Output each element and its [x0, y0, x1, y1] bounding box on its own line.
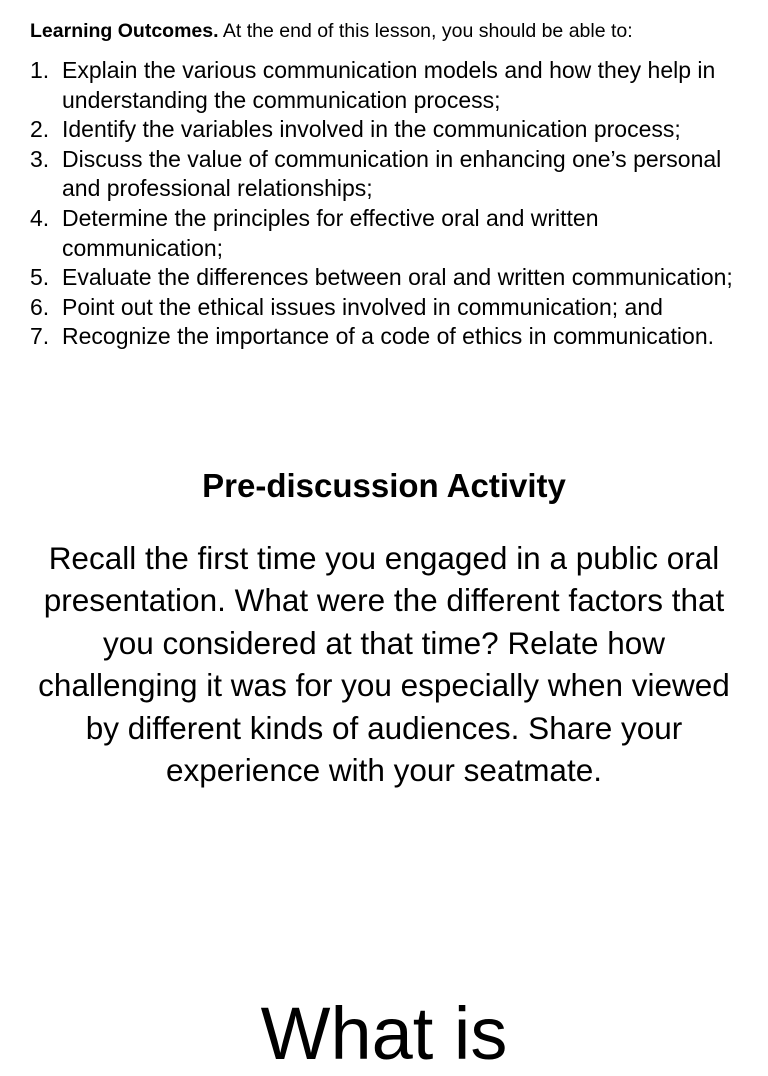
list-item-number: 4.: [30, 204, 50, 231]
list-item-text: Evaluate the differences between oral and written communication;: [62, 264, 733, 291]
list-item: [30, 56, 745, 115]
list-item-text: Explain the various communication models and how they help in understanding the communication process;: [62, 57, 716, 113]
list-item: [30, 115, 745, 145]
list-item: [30, 145, 745, 204]
list-item-text: Point out the ethical issues involved in communication; and: [62, 293, 663, 320]
learning-outcomes-intro: [30, 18, 750, 44]
activity-body: Recall the first time you engaged in a public oral presentation. What were the different factors that you considered at that time? Relate how challenging it was for you especially when viewed by different kinds of audiences. Share your experience with your seatmate.: [38, 540, 730, 789]
list-item: [30, 204, 745, 263]
list-item: [30, 322, 745, 352]
learning-outcomes-list: [30, 56, 745, 352]
list-item: [30, 293, 745, 323]
list-item: [30, 263, 745, 293]
list-item-text: Discuss the value of communication in enhancing one’s personal and professional relationships;: [62, 145, 722, 202]
learning-outcomes-label: Learning Outcomes.: [30, 20, 219, 42]
list-item-number: 1.: [30, 57, 50, 83]
list-item-number: 6.: [30, 293, 50, 320]
learning-outcomes-intro-text: At the end of this lesson, you should be able to:: [218, 20, 633, 42]
list-item-number: 2.: [30, 116, 50, 143]
list-item-text: Determine the principles for effective oral and written communication;: [62, 204, 599, 261]
list-item-number: 3.: [30, 145, 50, 172]
activity-title: Pre-discussion Activity: [202, 467, 566, 504]
list-item-number: 5.: [30, 264, 50, 291]
list-item-number: 7.: [30, 323, 50, 350]
next-section-heading: What is: [260, 992, 508, 1075]
list-item-text: Identify the variables involved in the communication process;: [62, 116, 681, 143]
list-item-text: Recognize the importance of a code of ethics in communication.: [62, 323, 715, 350]
